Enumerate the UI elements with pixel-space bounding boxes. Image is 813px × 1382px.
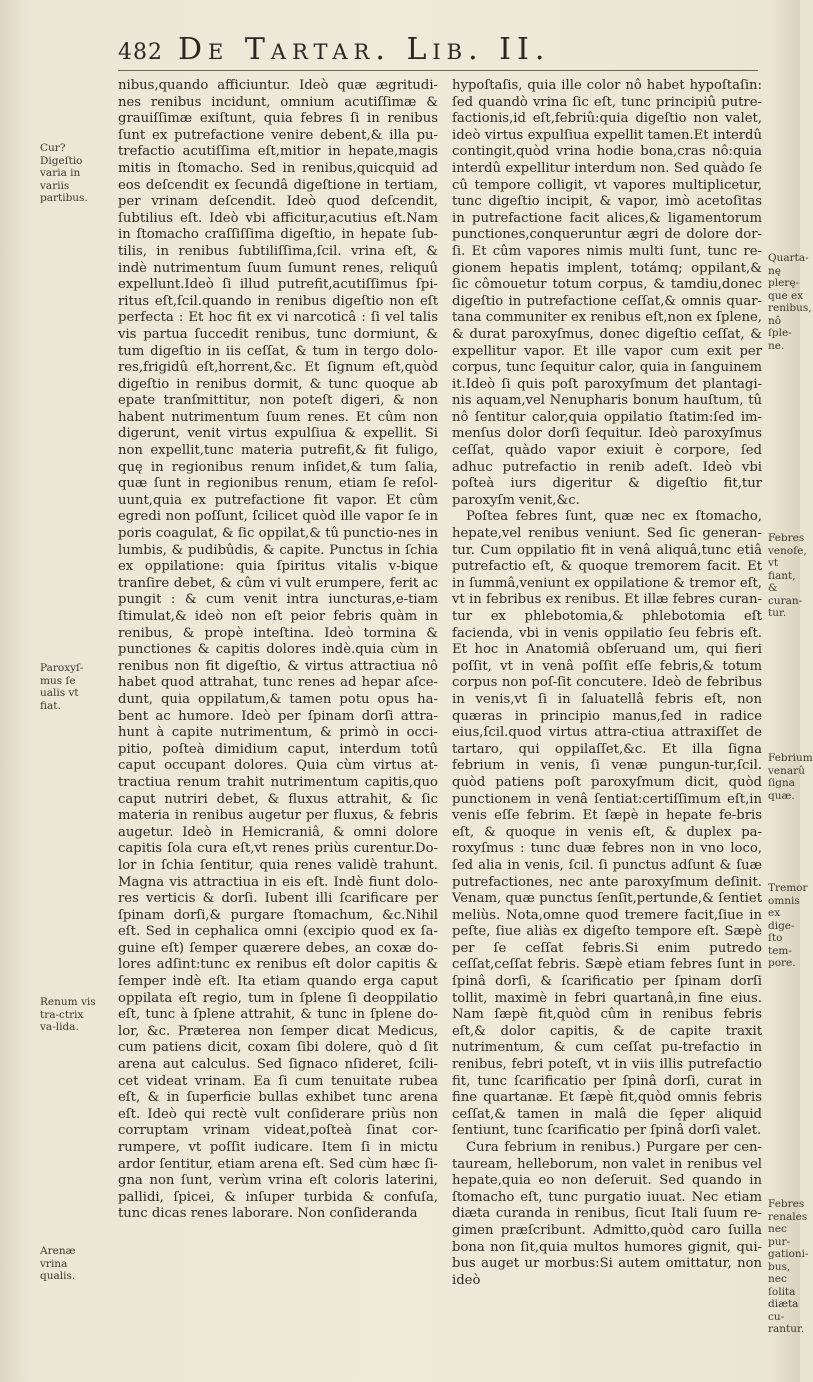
right-margin-note-quartan: Quarta-nę plerę-que ex renibus, nô ſple-ne. — [768, 252, 812, 352]
left-margin-note-sand-urine: Arenæ vrina qualis. — [40, 1245, 76, 1282]
left-margin-note-paroxysm: Paroxyſ-mus ſe ualis vt fiat. — [40, 662, 84, 712]
page-header — [118, 30, 758, 70]
left-margin-note-digestion: Cur? Digeſtio varia in variis partibus. — [40, 142, 88, 204]
right-margin-note-renal-fevers: Febres renales nec pur-gationi-bus, nec ſolita diæta cu-rantur. — [768, 1198, 809, 1335]
running-title: De Tartar. Lib. II. — [178, 32, 551, 67]
right-margin-note-venous-fevers: Febres venoſe, vt fiant, & curan-tur. — [768, 532, 807, 619]
right-paragraph-3: Cura febrium in renibus.) Purgare per cen-tauream, helleborum, non valet in renibus vel hepate,quia eo non deſeruit. Sed quando in ſtomacho eſt, tunc purgatio iuuat. Nec etiam diæta curanda in renibus, ſicut Itali ſuum re-gimen præſcribunt. Admitto,quòd caro ſuilla bona non ſit,quia multos humores gignit, qui-bus auget ur morbus:Si autem omittatur, non ideò — [452, 1140, 762, 1288]
right-paragraph-1: hypoſtaſis, quia ille color nô habet hypoſtaſin: ſed quandò vrina ſic eſt, tunc principiû putre-factionis,id eſt,febriû:quia digeſtio non valet, ideò virtus expulſiua expellit tamen.Et interdû contingit,quòd vrina hodie bona,cras nô:quia interdû expellitur interdum non. Sed quàdo ſe cû tempore colligit, vt vapores multiplicetur, tunc digeſtio incipit, & vapor, imò acetoſitas in putrefactione facit alices,& ligamentorum punctiones,conqueruntur ægri de dolore dor-ſi. Et cûm vapores nimis multi ſunt, tunc re-gionem hepatis implent, totámq; oppilant,& ſic cômouetur totum corpus, & tamdiu,donec digeſtio in putrefactione ceſſat,& omnis quar-tana communiter ex renibus eſt,non ex ſplene, & durat paroxyſmus, donec digeſtio ceſſat, & expellitur vapor. Et ille vapor cum exit per corpus, tunc ſequitur calor, quia in ſanguinem it.Ideò ſi quis poſt paroxyſmum det plantagi-nis aquam,vel Nenupharis bonum hauſtum, tû nô ſentitur calor,quia oppilatio ſtatim:ſed im-menſus dolor dorſi ſequitur. Ideò paroxyſmus ceſſat, quàdo vapor exiuit è corpore, ſed adhuc putrefactio in renib adeſt. Ideò vbi poſteà iurs digeritur & digeſtio fit,tur paroxyſm venit,&c. — [452, 78, 762, 508]
left-column — [118, 78, 438, 1223]
right-column — [452, 78, 762, 1289]
right-margin-note-tremor: Tremor omnis ex dige-ſto tem-pore. — [768, 882, 808, 969]
right-margin-note-vein-signs: Febrium venarû ſigna quæ. — [768, 752, 813, 802]
left-margin-note-kidney-force: Renum vis tra-ctrix va-lida. — [40, 996, 96, 1033]
right-paragraph-2: Poſtea febres ſunt, quæ nec ex ſtomacho, hepate,vel renibus veniunt. Sed ſic generan-tur. Cum oppilatio fit in venâ aliquâ,tunc etiâ putrefactio eſt, & quoque tremorem facit. Et in ſummâ,veniunt ex oppilatione & tremor eſt, vt in febribus ex renibus. Et illæ febres curan-tur ex phlebotomia,& phlebotomia eſt facienda, vbi in venis oppilatio ſeu febris eſt. Et hoc in Anatomiâ obſeruand um, qui fieri poſſit, vt in venâ poſſit eſſe febris,& totum corpus non poſ-ſit concutere. Ideò de febribus in venis,vt ſi in ſaluatellâ febris eſt, non quæras in principio manus,ſed in radice eius,ſcil.quod virtus attra-ctiua attraxiſſet de tartaro, qui oppilaſſet,&c. Et illa ſigna febrium in venis, ſi venæ pungun-tur,ſcil. quòd patiens poſt paroxyſmum dicit, quòd punctionem in venâ ſentiat:certiſſimum eſt,in venis eſſe febrim. Et ſæpè in hepate fe-bris eſt, & quoque in venis eſt, & duplex pa-roxyſmus : tunc duæ febres non in vno loco, ſed alia in venis, ſcil. ſi punctus adſunt & ſuæ putrefactiones, nec ante paroxyſmum deſinit. Venam, quæ punctus ſenſit,pertunde,& ſentiet meliùs. Nota,omne quod tremere facit,ſiue in peſte, ſiue aliàs ex digeſto tempore eſt. Sæpè per ſe ceſſat febris.Si enim putredo ceſſat,ceſſat febris. Sæpè etiam febres ſunt in ſpinâ dorſi, & ſcarificatio per ſpinam dorſi tollit, maximè in febri quartanâ,in fine eius. Nam ſæpè fit,quòd cûm in renibus febris eſt,& dolor capitis, & de capite traxit nutrimentum, & cum ceſſat pu-trefactio in renibus, febri poteſt, vt in viis illis putrefactio fit, tunc ſcarificatio per ſpinâ dorſi, curat in fine quartanæ. Et ſæpè fit,quòd omnis febris ceſſat,& tamen in malâ die ſęper aliquid ſentiunt, tunc ſcarificatio per ſpinâ dorſi valet. — [452, 509, 762, 1139]
left-paragraph: nibus,quando afficiuntur. Ideò quæ ægritudi-nes renibus incidunt, omnium acutiſſimæ & grauiſſimæ exiſtunt, quia febres ſi in renibus ſunt ex putrefactione venire debent,& illa pu-trefactio acutiſſima eſt,mitior in hepate,magis mitis in ſtomacho. Sed in renibus,quicquid ad eos deſcendit ex ſecundâ digeſtione in tertiam, per vrinam deſcendit. Ideò quod deſcendit, ſubtilius eſt. Ideò vbi afficitur,acutius eſt.Nam in ſtomacho craſſiſſima digeſtio, in hepate ſub-tilis, in renibus ſubtiliſſima,ſcil. vrina eſt, & indè nutrimentum ſuum ſumunt renes, reliquû expellunt.Ideò ſi illud putrefit,acutiſſimus ſpi-ritus eſt,ſcil.quando in renibus digeſtio non eſt perfecta : Et hoc fit ex vi narcoticâ : ſi vel talis vis partua ſuccedit renibus, tunc dormiunt, & tum digeſtio in iis ceſſat, & tum in tergo dolo-res,frigidû eſt,horrent,&c. Et ſignum eſt,quòd digeſtio in renibus dormit, & tunc quoque ab epate tranſmittitur, non poteſt digeri, & non habent nutrimentum ſuum renes. Et cûm non digerunt, venit virtus expulſiua & expellit. Si non expellit,tunc materia putrefit,& fit fuligo, quę in regionibus renum inſidet,& tum ſalia, quæ ſunt in regionibus renum, etiam ſe reſol-uunt,quia ex putrefactione fit vapor. Et cûm egredi non poſſunt, ſcilicet quòd ille vapor ſe in poris coagulat, & ſic oppilat,& tû punctio-nes in lumbis, & pudibûdis, & capite. Punctus in ſchia ex oppilatione: quia ſpiritus vitalis v-bique tranſire debet, & cûm vi vult erumpere, ferit ac pungit : & cum venit intra iuncturas,e-tiam ſtimulat,& ideò non eſt peior febris quàm in renibus, & propè inteſtina. Ideò tormina & punctiones & capitis dolores indè.quia cùm in renibus non fit digeſtio, & virtus attractiua nô habet quod attrahat, tunc renes ad hepar aſce-dunt, quia oppilatum,& tamen potu opus ha-bent ac humore. Ideò per ſpinam dorſi attra-hunt à capite nutrimentum, & primò in occi-pitio, poſteà dimidium caput, interdum totû caput occupant dolores. Quia cùm virtus at-tractiua renum trahit nutrimentum capitis,quo caput nutriri debet, & fluxus attrahit, & ſic materia in renibus augetur per fluxus, & febris augetur. Ideò in Hemicraniâ, & omni dolore capitis ſola cura eſt,vt renes priùs curentur.Do-lor in ſchia ſentitur, quia renes validè trahunt. Magna vis attractiua in eis eſt. Indè fiunt dolo-res verticis & dorſi. Iubent illi ſcarificare per ſpinam dorſi,& purgare ſtomachum, &c.Nihil eſt. Sed in cephalica omni (excipio quod ex ſa-guine eſt) ſemper quærere debes, an coxæ do-lores adſint:tunc ex renibus eſt dolor capitis & ſemper indè eſt. Ita etiam quando erga caput oppilata eſt regio, tum in ſplene ſi deoppilatio eſt, tunc à ſplene attrahit, & tunc in ſplene do-lor, &c. Præterea non ſemper dicat Medicus, cum patiens dicit, coxam ſibi dolere, quò d ſit arena aut calculus. Sed ſignaco nſideret, ſcili-cet videat vrinam. Ea ſi cum tenuitate rubea eſt, & in ſuperficie bullas exhibet tunc arena eſt. Ideò qui rectè vult conſiderare priùs non corruptam vrinam videat,poſteà ſinat cor-rumpere, vt poſſit iudicare. Item ſi in mictu ardor ſentitur, etiam arena eſt. Sed cùm hæc ſi-gna non ſunt, verùm vrina eſt coloris laterini, pallidi, ſpicei, & inſuper turbida & confuſa, tunc dicas renes laborare. Non conſideranda — [118, 78, 438, 1222]
header-rule — [118, 70, 758, 71]
page-number: 482 — [118, 40, 163, 65]
